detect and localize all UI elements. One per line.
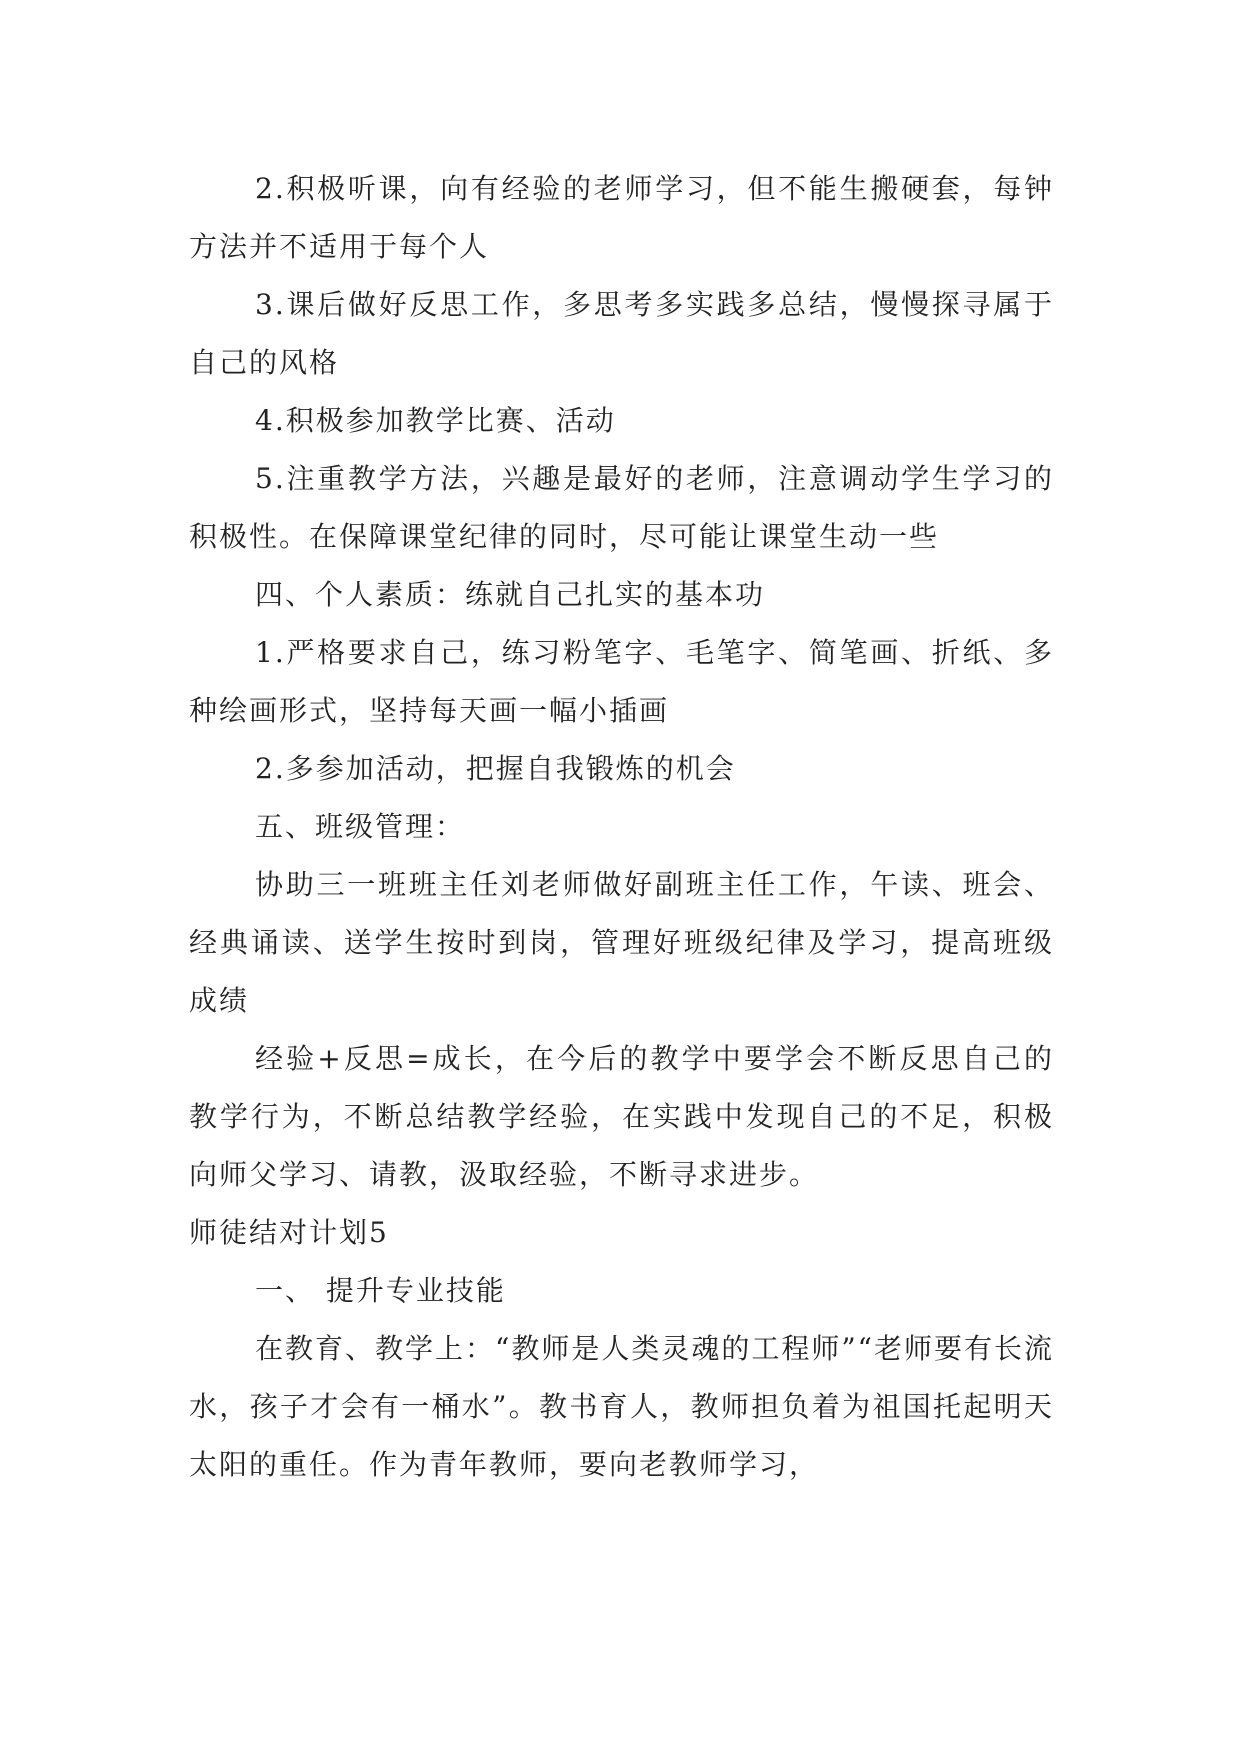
section-heading-personal-quality: 四、个人素质：练就自己扎实的基本功 <box>255 578 766 611</box>
paragraph-competitions: 4.积极参加教学比赛、活动 <box>255 404 616 437</box>
section-heading-professional-skills: 一、 提升专业技能 <box>255 1274 506 1307</box>
paragraph-education-teaching: 在教育、教学上：“教师是人类灵魂的工程师”“老师要有长流水，孩子才会有一桶水”。教书育人，教师担负着为祖国托起明天太阳的重任。作为青年教师，要向老教师学习， <box>189 1332 1054 1481</box>
document-section-title: 师徒结对计划5 <box>189 1216 389 1249</box>
paragraph-listen-classes: 2.积极听课，向有经验的老师学习，但不能生搬硬套，每钟方法并不适用于每个人 <box>189 172 1054 263</box>
paragraph-strict-requirements: 1.严格要求自己，练习粉笔字、毛笔字、简笔画、折纸、多种绘画形式，坚持每天画一幅小插画 <box>189 636 1054 727</box>
paragraph-teaching-methods: 5.注重教学方法，兴趣是最好的老师，注意调动学生学习的积极性。在保障课堂纪律的同时，尽可能让课堂生动一些 <box>189 462 1054 553</box>
paragraph-reflection: 3.课后做好反思工作，多思考多实践多总结，慢慢探寻属于自己的风格 <box>189 288 1054 379</box>
paragraph-activities: 2.多参加活动，把握自我锻炼的机会 <box>255 752 736 785</box>
section-heading-class-management: 五、班级管理： <box>255 810 466 843</box>
paragraph-assist-head-teacher: 协助三一班班主任刘老师做好副班主任工作，午读、班会、经典诵读、送学生按时到岗，管理好班级纪律及学习，提高班级成绩 <box>189 868 1054 1017</box>
paragraph-experience-reflection: 经验+反思=成长，在今后的教学中要学会不断反思自己的教学行为，不断总结教学经验，在实践中发现自己的不足，积极向师父学习、请教，汲取经验，不断寻求进步。 <box>189 1042 1054 1191</box>
document-body <box>189 160 1054 1494</box>
